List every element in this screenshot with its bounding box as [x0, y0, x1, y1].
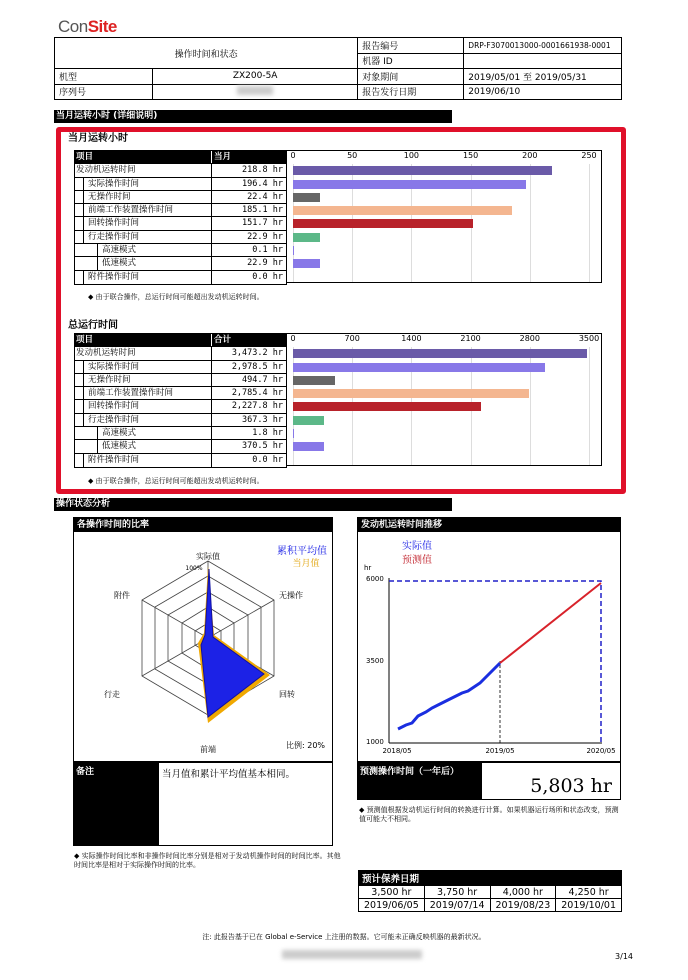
grid-line — [530, 164, 531, 282]
axis-tick-label: 100 — [403, 151, 420, 160]
axis-tick-label: 3500 — [578, 334, 600, 343]
radar-axis-swing: 回转 — [279, 690, 295, 699]
trend-forecast-line — [500, 583, 601, 663]
row-value: 2,978.5 hr — [231, 361, 283, 372]
row-label: 高速模式 — [102, 428, 137, 439]
row-value: 1.8 hr — [252, 428, 283, 439]
model-value: ZX200-5A — [153, 69, 358, 85]
maint-hr-1: 3,500 hr — [359, 886, 425, 899]
row-value: 0.0 hr — [252, 271, 283, 282]
row-label: 行走操作时间 — [88, 414, 140, 425]
trend-x-2019: 2019/05 — [485, 747, 515, 755]
axis-tick-label: 1400 — [401, 334, 422, 343]
table-row — [75, 347, 286, 360]
table-row — [75, 440, 286, 453]
footer-note: 注: 此报告基于已在 Global e-Service 上注册的数据。它可能未正确反映机器的最新状况。 — [202, 933, 486, 941]
serial-label: 序列号 — [55, 84, 153, 100]
month-subtitle: 当月运转小时 — [68, 133, 128, 144]
table-row — [75, 374, 286, 387]
trend-title: 发动机运转时间推移 — [358, 518, 620, 532]
month-table-head: 项目 当月 — [75, 151, 286, 164]
maintenance-table — [358, 870, 622, 912]
axis-tick-label: 2800 — [519, 334, 540, 343]
trend-x-2020: 2020/05 — [586, 747, 616, 755]
maintenance-title: 预计保养日期 — [359, 871, 622, 886]
total-table — [74, 333, 287, 468]
row-value: 370.5 hr — [242, 441, 283, 452]
row-label: 行走操作时间 — [88, 231, 140, 242]
axis-tick-label: 250 — [581, 151, 597, 160]
report-no-label: 报告编号 — [358, 38, 464, 54]
row-label: 无操作时间 — [88, 374, 131, 385]
row-value: 218.8 hr — [242, 165, 283, 176]
radar-axis-travel: 行走 — [104, 690, 120, 699]
bar-mark — [293, 259, 320, 268]
row-label: 前端工作装置操作时间 — [88, 388, 174, 399]
axis-tick-label: 2100 — [460, 334, 481, 343]
issue-date-label: 报告发行日期 — [358, 84, 464, 100]
row-value: 2,785.4 hr — [231, 388, 283, 399]
radar-title: 各操作时间的比率 — [74, 518, 332, 532]
machine-id-label: 机器 ID — [358, 53, 464, 69]
row-value: 2,227.8 hr — [231, 401, 283, 412]
total-bar-chart — [286, 333, 602, 466]
page-number: 3/14 — [615, 952, 633, 961]
table-row — [75, 427, 286, 440]
radar-cumulative-series — [201, 569, 264, 717]
serial-value — [153, 84, 358, 100]
total-table-head: 项目 合计 — [75, 334, 286, 347]
radar-legend-cumulative: 累积平均值 — [277, 546, 327, 557]
bar-mark — [293, 416, 324, 425]
report-no: DRP-F3070013000-0001661938-0001 — [464, 38, 622, 54]
row-label: 发动机运转时间 — [76, 165, 136, 176]
row-label: 实际操作时间 — [88, 361, 140, 372]
radar-axis-front: 前端 — [200, 745, 216, 754]
trend-y-6000: 6000 — [366, 575, 384, 583]
table-row — [75, 178, 286, 191]
remark-text: 当月值和累计平均值基本相同。 — [159, 762, 333, 846]
row-label: 回转操作时间 — [88, 218, 140, 229]
row-label: 附件操作时间 — [88, 454, 140, 465]
table-row — [75, 204, 286, 217]
table-row — [75, 387, 286, 400]
trend-y-3500: 3500 — [366, 657, 384, 665]
row-value: 367.3 hr — [242, 414, 283, 425]
trend-legend-actual: 实际值 — [402, 541, 432, 552]
row-label: 回转操作时间 — [88, 401, 140, 412]
table-row — [75, 164, 286, 177]
radar-axis-attach: 附件 — [114, 591, 130, 600]
issue-date: 2019/06/10 — [464, 84, 622, 100]
row-value: 22.4 hr — [247, 191, 283, 202]
row-label: 实际操作时间 — [88, 178, 140, 189]
period-label: 对象期间 — [358, 69, 464, 85]
table-row — [75, 217, 286, 230]
row-label: 发动机运转时间 — [76, 348, 136, 359]
trend-y-1000: 1000 — [366, 738, 384, 746]
maint-date-2: 2019/07/14 — [424, 899, 490, 912]
trend-x-2018: 2018/05 — [382, 747, 412, 755]
table-row — [75, 361, 286, 374]
trend-chart — [358, 533, 620, 763]
period-value: 2019/05/01 至 2019/05/31 — [464, 69, 622, 85]
table-row — [75, 400, 286, 413]
table-row — [75, 244, 286, 257]
trend-legend-forecast: 预测值 — [402, 555, 432, 566]
grid-line — [589, 347, 590, 465]
row-label: 低速模式 — [102, 258, 137, 269]
bar-mark — [293, 219, 473, 228]
row-value: 0.1 hr — [252, 245, 283, 256]
row-value: 185.1 hr — [242, 205, 283, 216]
month-note: ◆ 由于联合操作，总运行时间可能超出发动机运转时间。 — [88, 293, 264, 301]
footer-company — [282, 950, 422, 962]
total-note: ◆ 由于联合操作，总运行时间可能超出发动机运转时间。 — [88, 477, 264, 485]
axis-tick-label: 150 — [462, 151, 479, 160]
row-label: 无操作时间 — [88, 191, 131, 202]
row-value: 22.9 hr — [247, 231, 283, 242]
row-value: 196.4 hr — [242, 178, 283, 189]
maint-date-3: 2019/08/23 — [490, 899, 556, 912]
bar-mark — [293, 193, 320, 202]
trend-panel — [357, 517, 621, 762]
table-row — [75, 271, 286, 284]
grid-line — [589, 164, 590, 282]
axis-tick-label: 700 — [344, 334, 360, 343]
trend-y-unit: hr — [364, 564, 372, 572]
bar-mark — [293, 389, 529, 398]
bar-mark — [293, 166, 552, 175]
radar-pct-label: 100% — [185, 565, 203, 572]
radar-scale-label: 比例: 20% — [286, 741, 326, 750]
forecast-value: 5,803 hr — [482, 762, 621, 800]
section-monthly-hours: 当月运转小时 (详细说明) — [54, 110, 452, 123]
row-value: 22.9 hr — [247, 258, 283, 269]
row-value: 0.0 hr — [252, 454, 283, 465]
row-value: 151.7 hr — [242, 218, 283, 229]
maint-hr-2: 3,750 hr — [424, 886, 490, 899]
bar-mark — [293, 206, 512, 215]
axis-tick-label: 50 — [347, 151, 358, 160]
row-label: 前端工作装置操作时间 — [88, 205, 174, 216]
bar-mark — [293, 349, 587, 358]
table-row — [75, 454, 286, 467]
report-header-table — [54, 37, 622, 100]
axis-tick-label: 0 — [290, 151, 296, 160]
op-title: 操作时间和状态 — [55, 38, 358, 69]
row-value: 3,473.2 hr — [231, 348, 283, 359]
trend-forecast-bound — [389, 581, 601, 743]
bar-mark — [293, 180, 526, 189]
bar-mark — [293, 429, 294, 438]
radar-legend-month: 当月值 — [292, 559, 320, 569]
total-subtitle: 总运行时间 — [68, 320, 118, 331]
row-label: 附件操作时间 — [88, 271, 140, 282]
machine-id — [464, 53, 622, 69]
row-label: 高速模式 — [102, 245, 137, 256]
radar-panel — [73, 517, 333, 762]
table-row — [75, 191, 286, 204]
month-table — [74, 150, 287, 285]
row-label: 低速模式 — [102, 441, 137, 452]
remark-label: 备注 — [73, 762, 159, 846]
radar-axis-idle: 无操作 — [279, 591, 303, 600]
month-bar-chart — [286, 150, 602, 283]
bar-mark — [293, 376, 335, 385]
bar-mark — [293, 442, 324, 451]
forecast-label: 预测操作时间（一年后） — [357, 762, 482, 800]
maint-hr-4: 4,250 hr — [556, 886, 622, 899]
bar-mark — [293, 363, 545, 372]
consite-logo: ConSite — [58, 17, 117, 36]
bar-mark — [293, 233, 320, 242]
bar-mark — [293, 402, 481, 411]
section-op-analysis: 操作状态分析 — [54, 498, 452, 511]
radar-chart — [74, 533, 332, 763]
ratio-note: ◆ 实际操作时间比率和非操作时间比率分别是相对于发动机操作时间的时间比率。其他时间比率是相对于实际操作时间的比率。 — [74, 852, 341, 869]
forecast-note: ◆ 预测值根据发动机运行时间的转换进行计算。如果机器运行场所和状态改变，预测值可能大不相同。 — [359, 806, 619, 823]
radar-axis-actual: 实际值 — [196, 552, 220, 561]
table-row — [75, 414, 286, 427]
table-row — [75, 231, 286, 244]
maint-date-1: 2019/06/05 — [359, 899, 425, 912]
axis-tick-label: 0 — [290, 334, 296, 343]
maint-date-4: 2019/10/01 — [556, 899, 622, 912]
bar-mark — [293, 246, 294, 255]
row-value: 494.7 hr — [242, 374, 283, 385]
trend-actual-line — [398, 663, 500, 729]
table-row — [75, 257, 286, 270]
axis-tick-label: 200 — [522, 151, 538, 160]
maint-hr-3: 4,000 hr — [490, 886, 556, 899]
model-label: 机型 — [55, 69, 153, 85]
